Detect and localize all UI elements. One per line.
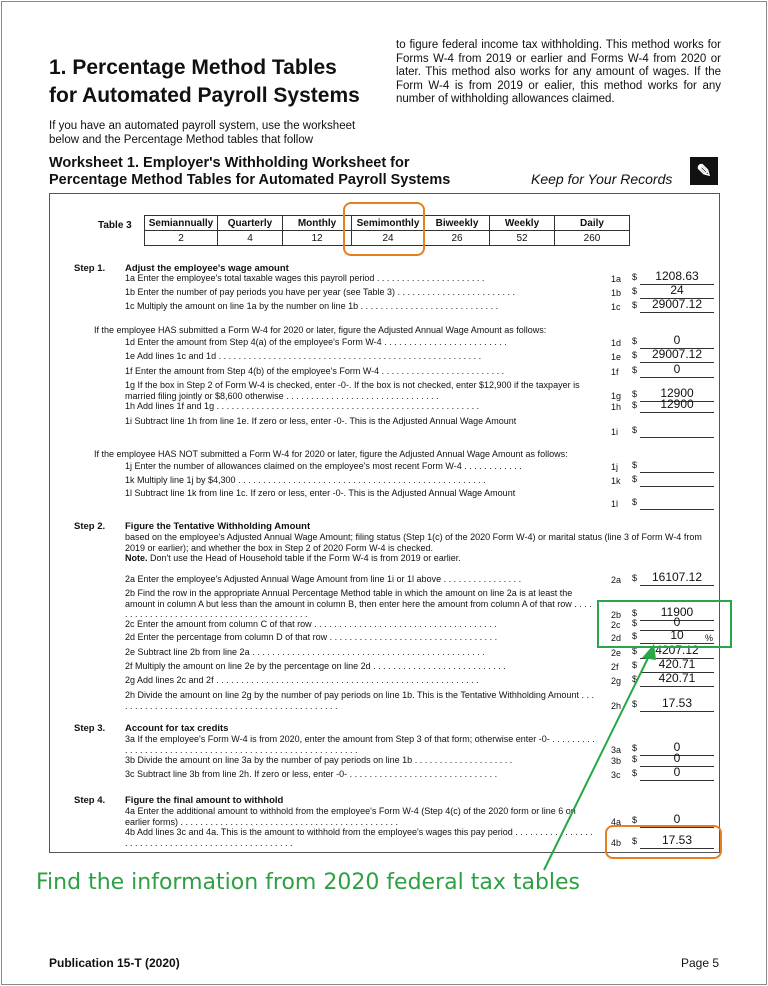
line-2d-value[interactable]: 10 bbox=[670, 627, 684, 642]
dollar-sign: $ bbox=[632, 473, 638, 484]
line-1a-value[interactable]: 1208.63 bbox=[655, 268, 699, 283]
line-1d-value[interactable]: 0 bbox=[673, 332, 681, 347]
line-1d-number: 1d bbox=[611, 337, 622, 348]
line-3a-value[interactable]: 0 bbox=[673, 740, 681, 754]
dollar-sign: $ bbox=[632, 815, 638, 825]
footer-publication: Publication 15-T (2020) bbox=[49, 956, 180, 970]
line-1f-text: 1f Enter the amount from Step 4(b) of the employee's Form W-4 . . . . . . . . . . . . . . . . . . . . . . . . . bbox=[125, 366, 505, 376]
step2-label: Step 2. bbox=[74, 521, 106, 532]
line-1a-text: 1a Enter the employee's total taxable wages this payroll period . . . . . . . . . . . . . . . . . . . . . . bbox=[125, 273, 485, 283]
line-1j-text: 1j Enter the number of allowances claimed on the employee's most recent Form W-4 . . . . . . . . . . . . bbox=[125, 461, 522, 471]
line-1b-value[interactable]: 24 bbox=[670, 282, 684, 297]
line-1i-underline bbox=[640, 437, 714, 438]
t3-value: 24 bbox=[352, 231, 425, 246]
dollar-sign: $ bbox=[632, 271, 638, 282]
line-1b-text: 1b Enter the number of pay periods you have per year (see Table 3) . . . . . . . . . . . . . . . . . . . . . . . . bbox=[125, 287, 516, 297]
has-not-submitted-note: If the employee HAS NOT submitted a Form W-4 for 2020 or later, figure the Adjusted Annual Wage Amount as follows: bbox=[94, 449, 568, 459]
line-1c-value[interactable]: 29007.12 bbox=[651, 296, 703, 311]
line-1k-number: 1k bbox=[611, 475, 621, 486]
dollar-sign: $ bbox=[632, 364, 638, 375]
worksheet-title: Worksheet 1. Employer's Withholding Worksheet for Percentage Method Tables for Automated Payroll Systems bbox=[49, 155, 451, 188]
t3-header: Semimonthly bbox=[352, 216, 425, 231]
line-4b-value[interactable]: 17.53 bbox=[661, 833, 693, 847]
line-2c-number: 2c bbox=[611, 619, 621, 630]
line-3c-text: 3c Subtract line 3b from line 2h. If zero or less, enter -0- . . . . . . . . . . . . . . . . . . . . . . . . . . . . . . bbox=[125, 769, 498, 779]
line-1f-underline bbox=[640, 377, 714, 378]
step2-desc: based on the employee's Adjusted Annual Wage Amount; filing status (Step 1(c) of the 2020 Form W-4) or marital status (line 3 of Form W-4 from 2019 or earlier); and whether the box in Step 2 of 2020 Form W-4 is checked. bbox=[125, 532, 702, 553]
line-2a-underline bbox=[640, 585, 714, 586]
t3-header: Weekly bbox=[490, 216, 555, 231]
dollar-sign: $ bbox=[632, 743, 638, 753]
line-4a-value[interactable]: 0 bbox=[673, 812, 681, 826]
line-1c-number: 1c bbox=[611, 301, 621, 312]
dollar-sign: $ bbox=[632, 285, 638, 296]
line-3b-value[interactable]: 0 bbox=[673, 750, 681, 765]
line-1e-number: 1e bbox=[611, 351, 622, 362]
dollar-sign: $ bbox=[632, 389, 638, 399]
line-2e-value[interactable]: 4207.12 bbox=[655, 642, 699, 657]
line-2b-value[interactable]: 11900 bbox=[660, 604, 694, 619]
t3-value: 4 bbox=[218, 231, 283, 246]
line-2c-text: 2c Enter the amount from column C of that row . . . . . . . . . . . . . . . . . . . . . . . . . . . . . . . . . . . . . bbox=[125, 619, 497, 629]
line-2h-value[interactable]: 17.53 bbox=[661, 696, 693, 710]
line-2f-number: 2f bbox=[611, 661, 619, 672]
line-2g-number: 2g bbox=[611, 675, 622, 686]
dollar-sign: $ bbox=[632, 753, 638, 764]
dollar-sign: $ bbox=[632, 645, 638, 656]
keep-records-label: Keep for Your Records bbox=[531, 171, 673, 187]
dollar-sign: $ bbox=[632, 497, 638, 507]
line-2g-value[interactable]: 420.71 bbox=[658, 670, 696, 685]
line-3c-value[interactable]: 0 bbox=[673, 764, 681, 779]
line-1g-number: 1g bbox=[611, 391, 622, 401]
t3-header: Biweekly bbox=[425, 216, 490, 231]
line-4a-number: 4a bbox=[611, 817, 622, 827]
line-1g-text: 1g If the box in Step 2 of Form W-4 is checked, enter -0-. If the box is not checked, enter $12,900 if the taxpayer is married filing jointly or $8,600 otherwise . . . . . . . . . . . . . . . . . . . . . . . . . . . . . . . bbox=[125, 380, 580, 401]
dollar-sign: $ bbox=[632, 767, 638, 778]
line-1g-value[interactable]: 12900 bbox=[660, 386, 694, 400]
line-4b-text: 4b Add lines 3c and 4a. This is the amount to withhold from the employee's wages this pay period . . . . . . . . . . . . . . . . . . . . . . . . . . . . . . . . . . . . . . . . . . . . . . . . . . bbox=[125, 827, 593, 848]
line-3a-number: 3a bbox=[611, 745, 622, 755]
line-1f-number: 1f bbox=[611, 366, 619, 377]
dollar-sign: $ bbox=[632, 572, 638, 583]
dollar-sign: $ bbox=[632, 836, 638, 846]
footer-page: Page 5 bbox=[681, 956, 720, 970]
line-1a-number: 1a bbox=[611, 273, 622, 284]
line-3b-text: 3b Divide the amount on line 3a by the number of pay periods on line 1b . . . . . . . . . . . . . . . . . . . . bbox=[125, 755, 513, 765]
dollar-sign: $ bbox=[632, 425, 638, 435]
dollar-sign: $ bbox=[632, 299, 638, 310]
line-2f-text: 2f Multiply the amount on line 2e by the percentage on line 2d . . . . . . . . . . . . . . . . . . . . . . . . . . . bbox=[125, 661, 506, 671]
line-1h-value[interactable]: 12900 bbox=[660, 396, 694, 411]
step2-note bbox=[125, 553, 715, 564]
line-1l-number: 1l bbox=[611, 499, 619, 509]
step3-label: Step 3. bbox=[74, 723, 106, 734]
line-1c-underline bbox=[640, 312, 714, 313]
line-3a-text: 3a If the employee's Form W-4 is from 2020, enter the amount from Step 3 of that form; otherwise enter -0- . . . . . . . . . . . . . . . . . . . . . . . . . . . . . . . . . . . . . . . . . . . . . . . . . . . . . . . . bbox=[125, 734, 595, 755]
line-1h-text: 1h Add lines 1f and 1g . . . . . . . . . . . . . . . . . . . . . . . . . . . . . . . . . . . . . . . . . . . . . . . . . . . . . bbox=[125, 401, 480, 411]
step2-title: Figure the Tentative Withholding Amount bbox=[125, 521, 311, 532]
dollar-sign: $ bbox=[632, 349, 638, 360]
line-1l-text: 1l Subtract line 1k from line 1c. If zero or less, enter -0-. This is the Adjusted Annual Wage Amount bbox=[125, 488, 516, 498]
annotation-arrow bbox=[530, 640, 670, 880]
line-1c-text: 1c Multiply the amount on line 1a by the number on line 1b . . . . . . . . . . . . . . . . . . . . . . . . . . . . bbox=[125, 301, 499, 311]
line-1e-value[interactable]: 29007.12 bbox=[651, 346, 703, 361]
dollar-sign: $ bbox=[632, 673, 638, 684]
line-1j-underline bbox=[640, 472, 714, 473]
line-1i-text: 1i Subtract line 1h from line 1e. If zero or less, enter -0-. This is the Adjusted Annual Wage Amount bbox=[125, 416, 517, 426]
intro-left: If you have an automated payroll system, use the worksheet below and the Percentage Method tables that follow bbox=[49, 120, 356, 146]
step2-note-text: Don't use the Head of Household table if the Form W-4 is from 2019 or earlier. bbox=[147, 553, 461, 563]
t3-header: Daily bbox=[555, 216, 630, 231]
has-submitted-note: If the employee HAS submitted a Form W-4 for 2020 or later, figure the Adjusted Annual Wage Amount as follows: bbox=[94, 325, 547, 335]
line-4b-number: 4b bbox=[611, 838, 622, 848]
line-1i-number: 1i bbox=[611, 427, 619, 437]
line-2a-text: 2a Enter the employee's Adjusted Annual Wage Amount from line 1i or 1l above . . . . . . . . . . . . . . . . bbox=[125, 574, 522, 584]
line-2a-number: 2a bbox=[611, 574, 622, 585]
t3-value: 12 bbox=[283, 231, 352, 246]
dollar-sign: $ bbox=[632, 607, 638, 618]
step2-note-bold: Note. bbox=[125, 553, 148, 563]
step1-title: Adjust the employee's wage amount bbox=[125, 263, 289, 274]
page-heading: 1. Percentage Method Tables for Automated Payroll Systems bbox=[49, 56, 360, 107]
line-2f-value[interactable]: 420.71 bbox=[658, 656, 696, 671]
dollar-sign: $ bbox=[632, 699, 638, 709]
line-3c-number: 3c bbox=[611, 769, 621, 780]
line-3b-number: 3b bbox=[611, 755, 622, 766]
dollar-sign: $ bbox=[632, 459, 638, 470]
line-1j-number: 1j bbox=[611, 461, 619, 472]
t3-value: 260 bbox=[555, 231, 630, 246]
t3-header: Monthly bbox=[283, 216, 352, 231]
semimonthly-highlight bbox=[343, 202, 425, 256]
line-2a-value[interactable]: 16107.12 bbox=[651, 569, 703, 584]
line-2e-text: 2e Subtract line 2b from line 2a . . . . . . . . . . . . . . . . . . . . . . . . . . . . . . . . . . . . . . . . . . . . . . . bbox=[125, 647, 485, 657]
line-2e-number: 2e bbox=[611, 647, 622, 658]
dollar-sign: $ bbox=[632, 659, 638, 670]
line-2b-text: 2b Find the row in the appropriate Annual Percentage Method table in which the amount on line 2a is at least the amount in column A but less than the amount in column B, then enter here the amount from column A of that row . . . . . . . . . . . . . . . . . . . . . . . . . . . . . . . . . . . . . . . . . bbox=[125, 588, 592, 619]
line-1f-value[interactable]: 0 bbox=[673, 361, 681, 376]
step3-title: Account for tax credits bbox=[125, 723, 229, 734]
line-2d-text: 2d Enter the percentage from column D of that row . . . . . . . . . . . . . . . . . . . . . . . . . . . . . . . . . . bbox=[125, 632, 498, 642]
line-2h-number: 2h bbox=[611, 701, 622, 711]
t3-value: 52 bbox=[490, 231, 555, 246]
step4-label: Step 4. bbox=[74, 795, 106, 806]
line-1h-underline bbox=[640, 412, 714, 413]
line-2b-number: 2b bbox=[611, 609, 622, 620]
t3-value: 26 bbox=[425, 231, 490, 246]
line-1h-number: 1h bbox=[611, 401, 622, 412]
line-1b-number: 1b bbox=[611, 287, 622, 298]
line-2c-value[interactable]: 0 bbox=[673, 614, 681, 629]
dollar-sign: $ bbox=[632, 335, 638, 346]
table3-label: Table 3 bbox=[98, 220, 132, 231]
dollar-sign: $ bbox=[632, 630, 638, 641]
line-1e-text: 1e Add lines 1c and 1d . . . . . . . . . . . . . . . . . . . . . . . . . . . . . . . . . . . . . . . . . . . . . . . . . . . . . bbox=[125, 351, 482, 361]
step1-label: Step 1. bbox=[74, 263, 106, 274]
line-1l-underline bbox=[640, 509, 714, 510]
line-4a-text: 4a Enter the additional amount to withhold from the employee's Form W-4 (Step 4(c) of the 2020 form or line 6 on earlier forms) . . . . . . . . . . . . . . . . . . . . . . . . . . . . . . . . . . . . . . . . . . . . bbox=[125, 806, 576, 827]
line-2h-text: 2h Divide the amount on line 2g by the number of pay periods on line 1b. This is the Tentative Withholding Amount . . . . . . . . . . . . . . . . . . . . . . . . . . . . . . . . . . . . . . . . . . . . . . bbox=[125, 690, 594, 711]
step4-title: Figure the final amount to withhold bbox=[125, 795, 284, 806]
records-pen-icon: ✎ bbox=[690, 157, 718, 185]
t3-value: 2 bbox=[145, 231, 218, 246]
t3-header: Quarterly bbox=[218, 216, 283, 231]
line-1k-text: 1k Multiply line 1j by $4,300 . . . . . . . . . . . . . . . . . . . . . . . . . . . . . . . . . . . . . . . . . . . . . . . . . . bbox=[125, 475, 486, 485]
dollar-sign: $ bbox=[632, 617, 638, 628]
line-1k-underline bbox=[640, 486, 714, 487]
dollar-sign: $ bbox=[632, 399, 638, 410]
line-1d-text: 1d Enter the amount from Step 4(a) of the employee's Form W-4 . . . . . . . . . . . . . . . . . . . . . . . . . bbox=[125, 337, 507, 347]
percent-sign: % bbox=[705, 633, 714, 643]
t3-header: Semiannually bbox=[145, 216, 218, 231]
intro-right: to figure federal income tax withholding. This method works for Forms W-4 from 2019 or earlier and Forms W-4 from 2020 or later. This method also works for any amount of wages. If the Form W-4 is from 2019 or ealier, this method works for any number of withholding allowances claimed. bbox=[396, 39, 721, 105]
line-2g-text: 2g Add lines 2c and 2f . . . . . . . . . . . . . . . . . . . . . . . . . . . . . . . . . . . . . . . . . . . . . . . . . . . . . bbox=[125, 675, 479, 685]
line-2d-number: 2d bbox=[611, 632, 622, 643]
annotation-text: Find the information from 2020 federal tax tables bbox=[36, 870, 581, 895]
